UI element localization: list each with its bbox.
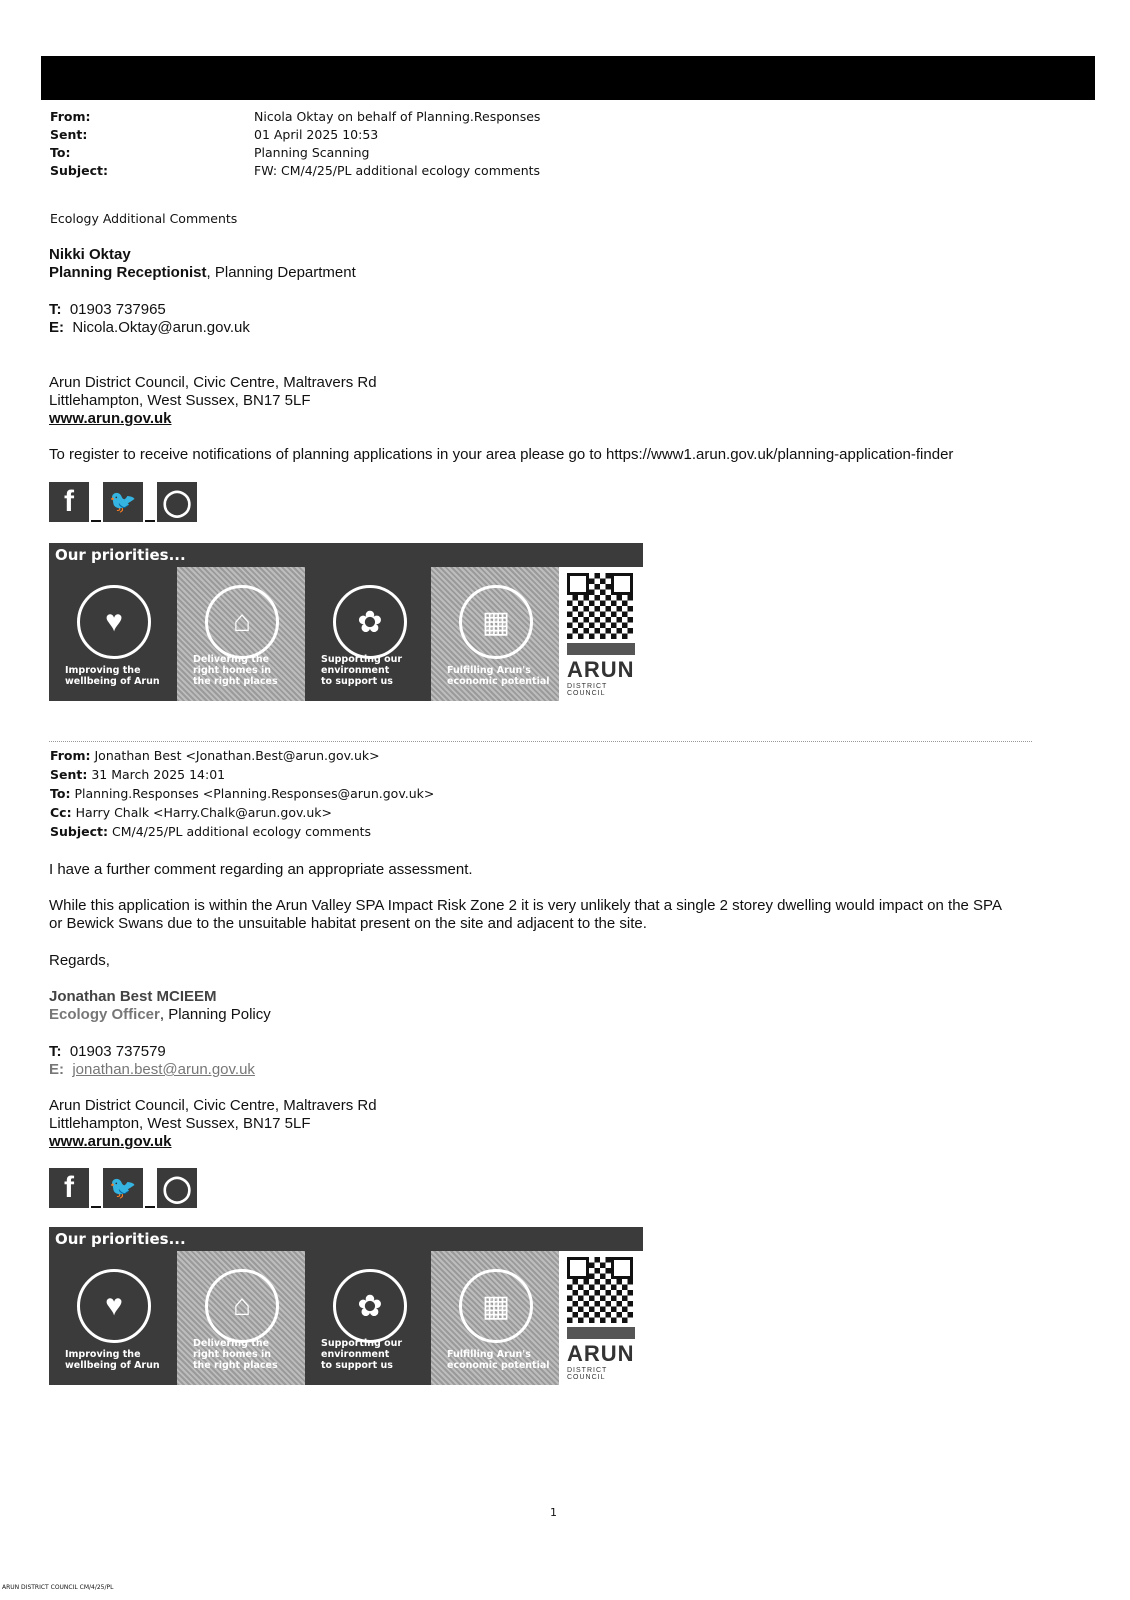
sig1-e-label: E:	[49, 319, 64, 336]
priority-panel-environment	[305, 567, 431, 701]
sig2-role	[49, 1005, 271, 1024]
sig1-role	[49, 263, 356, 282]
lightbulb-icon: ✿	[333, 1269, 407, 1343]
priority-panel-wellbeing	[49, 567, 177, 701]
facebook-icon[interactable]: f	[49, 482, 89, 522]
sig1-name: Nikki Oktay	[49, 246, 131, 263]
sig2-web-link[interactable]: www.arun.gov.uk	[49, 1133, 172, 1150]
wave-logo-icon	[567, 1327, 635, 1339]
instagram-icon[interactable]: ◯	[157, 482, 197, 522]
fwd-cc-value: Harry Chalk <Harry.Chalk@arun.gov.uk>	[75, 805, 332, 820]
fwd-sent-label: Sent:	[50, 767, 88, 782]
arun-logo: ARUN	[567, 657, 635, 682]
sig1-phone	[49, 300, 166, 319]
separator	[91, 1206, 101, 1208]
page-number: 1	[550, 1506, 557, 1519]
twitter-icon[interactable]: 🐦	[103, 1168, 143, 1208]
separator	[145, 520, 155, 522]
fwd-sent-value: 31 March 2025 14:01	[91, 767, 226, 782]
priority-panel-wellbeing	[49, 1251, 177, 1385]
fwd-from-label: From:	[50, 748, 91, 763]
sig1-t-value: 01903 737965	[69, 301, 166, 318]
fwd-subject-label: Subject:	[50, 824, 108, 839]
separator	[91, 520, 101, 522]
redaction-bar	[41, 56, 1095, 100]
heart-icon: ♥	[77, 585, 151, 659]
qr-code-icon	[567, 1257, 633, 1323]
separator	[145, 1206, 155, 1208]
divider	[49, 741, 1032, 742]
forwarded-header	[50, 746, 434, 841]
sig2-e-label: E:	[49, 1061, 64, 1078]
from-value: Nicola Oktay on behalf of Planning.Responses	[254, 109, 541, 124]
arun-logo: ARUN	[567, 1341, 635, 1366]
email-header	[50, 108, 540, 180]
sig2-email	[49, 1060, 255, 1079]
sig1-web-link[interactable]: www.arun.gov.uk	[49, 410, 172, 427]
priority-caption: Fulfilling Arun's economic potential	[447, 1349, 550, 1371]
register-text: To register to receive notifications of planning applications in your area please go to https://www1.arun.gov.uk/planning-application-finder	[49, 446, 954, 463]
subject-label: Subject:	[50, 163, 108, 178]
bricks-icon: ▦	[459, 585, 533, 659]
priorities-banner-1	[49, 543, 643, 701]
arun-logo-sub: DISTRICT COUNCIL	[567, 683, 608, 697]
instagram-icon[interactable]: ◯	[157, 1168, 197, 1208]
heart-icon: ♥	[77, 1269, 151, 1343]
sig2-title: Ecology Officer	[49, 1006, 160, 1023]
to-value: Planning Scanning	[254, 145, 370, 160]
banner-title: Our priorities...	[55, 1230, 186, 1248]
social-links-1	[49, 478, 197, 522]
from-label: From:	[50, 109, 91, 124]
facebook-icon[interactable]: f	[49, 1168, 89, 1208]
sig2-t-value: 01903 737579	[69, 1043, 166, 1060]
sig1-email	[49, 318, 250, 337]
body-p2a: While this application is within the Arun Valley SPA Impact Risk Zone 2 it is very unlikely that a single 2 storey dwelling would impact on the SPA	[49, 897, 1002, 914]
twitter-icon[interactable]: 🐦	[103, 482, 143, 522]
priority-panel-economy	[431, 567, 559, 701]
sig2-dept: , Planning Policy	[159, 1006, 271, 1023]
home-icon: ⌂	[205, 585, 279, 659]
fwd-from-value: Jonathan Best <Jonathan.Best@arun.gov.uk>	[94, 748, 380, 763]
sig1-addr1: Arun District Council, Civic Centre, Maltravers Rd	[49, 374, 377, 391]
fwd-cc-label: Cc:	[50, 805, 72, 820]
banner-title: Our priorities...	[55, 546, 186, 564]
priority-panel-homes	[177, 1251, 305, 1385]
priority-panel-economy	[431, 1251, 559, 1385]
social-links-2	[49, 1164, 197, 1208]
priority-caption: Improving the wellbeing of Arun	[65, 665, 160, 687]
sent-label: Sent:	[50, 127, 88, 142]
subject-value: FW: CM/4/25/PL additional ecology comments	[254, 163, 541, 178]
priority-panel-environment	[305, 1251, 431, 1385]
sig1-e-value[interactable]: Nicola.Oktay@arun.gov.uk	[72, 319, 250, 336]
logo-panel	[559, 567, 643, 701]
qr-code-icon	[567, 573, 633, 639]
sig1-title: Planning Receptionist	[49, 264, 207, 281]
fwd-to-value: Planning.Responses <Planning.Responses@arun.gov.uk>	[74, 786, 435, 801]
body-p2b: or Bewick Swans due to the unsuitable habitat present on the site and adjacent to the site.	[49, 915, 647, 932]
sig2-name: Jonathan Best MCIEEM	[49, 988, 217, 1005]
wave-logo-icon	[567, 643, 635, 655]
footer-ref: ARUN DISTRICT COUNCIL CM/4/25/PL	[2, 1584, 114, 1591]
sent-value: 01 April 2025 10:53	[254, 127, 379, 142]
regards: Regards,	[49, 952, 110, 969]
home-icon: ⌂	[205, 1269, 279, 1343]
fwd-subject-value: CM/4/25/PL additional ecology comments	[111, 824, 372, 839]
priority-caption: Delivering the right homes in the right places	[193, 1338, 278, 1371]
sig2-t-label: T:	[49, 1043, 62, 1060]
to-label: To:	[50, 145, 71, 160]
priority-caption: Improving the wellbeing of Arun	[65, 1349, 160, 1371]
bricks-icon: ▦	[459, 1269, 533, 1343]
lightbulb-icon: ✿	[333, 585, 407, 659]
sig2-e-value[interactable]: jonathan.best@arun.gov.uk	[72, 1061, 255, 1078]
sig1-dept: , Planning Department	[206, 264, 356, 281]
priority-caption: Supporting our environment to support us	[321, 1338, 403, 1371]
priority-panel-homes	[177, 567, 305, 701]
sig2-addr2: Littlehampton, West Sussex, BN17 5LF	[49, 1115, 311, 1132]
logo-panel	[559, 1251, 643, 1385]
priorities-banner-2	[49, 1227, 643, 1385]
intro-text: Ecology Additional Comments	[50, 211, 238, 226]
priority-caption: Delivering the right homes in the right places	[193, 654, 278, 687]
sig1-t-label: T:	[49, 301, 62, 318]
arun-logo-sub: DISTRICT COUNCIL	[567, 1367, 608, 1381]
fwd-to-label: To:	[50, 786, 71, 801]
body-p1: I have a further comment regarding an appropriate assessment.	[49, 861, 473, 878]
priority-caption: Supporting our environment to support us	[321, 654, 403, 687]
sig2-addr1: Arun District Council, Civic Centre, Maltravers Rd	[49, 1097, 377, 1114]
sig1-addr2: Littlehampton, West Sussex, BN17 5LF	[49, 392, 311, 409]
sig2-phone	[49, 1042, 166, 1061]
priority-caption: Fulfilling Arun's economic potential	[447, 665, 550, 687]
